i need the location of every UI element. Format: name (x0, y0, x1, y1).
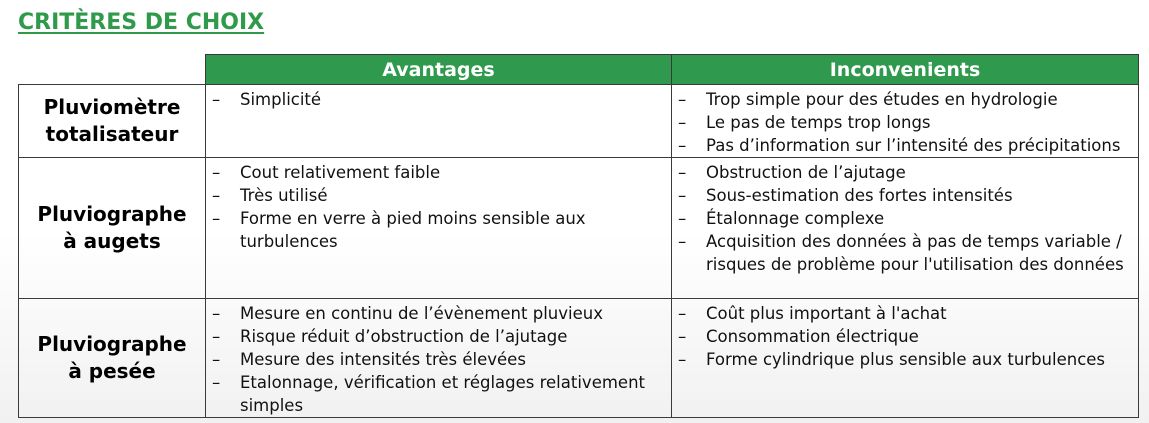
row-header (19, 158, 206, 299)
list-item: – Le pas de temps trop longs (678, 111, 1132, 134)
list-item: – Pas d’information sur l’intensité des précipitations (678, 134, 1132, 157)
row-header-line: Pluviomètre (43, 95, 181, 119)
table-row (19, 158, 1139, 299)
column-header-avantages: Avantages (206, 55, 672, 85)
list-item: – Coût plus important à l'achat (678, 302, 1132, 325)
table-row (19, 85, 1139, 158)
list-item: – Sous-estimation des fortes intensités (678, 184, 1132, 207)
row-header (19, 299, 206, 418)
list-item: – Très utilisé (212, 184, 665, 207)
list-item: – Cout relativement faible (212, 161, 665, 184)
row-header (19, 85, 206, 158)
avantages-cell (206, 299, 672, 418)
list-item: – Forme en verre à pied moins sensible aux turbulences (212, 207, 665, 253)
list-item: – Étalonnage complexe (678, 207, 1132, 230)
list-item: – Consommation électrique (678, 325, 1132, 348)
row-header-line: Pluviographe (37, 202, 187, 226)
row-header-line: à augets (63, 229, 161, 253)
corner-cell (19, 55, 206, 85)
inconvenients-cell (672, 158, 1139, 299)
column-header-inconvenients: Inconvenients (672, 55, 1139, 85)
header-row (19, 55, 1139, 85)
comparison-table (18, 54, 1139, 418)
row-header-line: à pesée (68, 359, 156, 383)
list-item: – Simplicité (212, 88, 665, 111)
list-item: – Obstruction de l’ajutage (678, 161, 1132, 184)
page-title: CRITÈRES DE CHOIX (18, 10, 265, 35)
row-header-line: Pluviographe (37, 332, 187, 356)
inconvenients-cell (672, 85, 1139, 158)
list-item: – Acquisition des données à pas de temps variable / risques de problème pour l'utilisation des données (678, 230, 1132, 276)
list-item: – Mesure en continu de l’évènement pluvieux (212, 302, 665, 325)
list-item: – Mesure des intensités très élevées (212, 348, 665, 371)
list-item: – Forme cylindrique plus sensible aux turbulences (678, 348, 1132, 371)
row-header-line: totalisateur (45, 122, 179, 146)
list-item: – Trop simple pour des études en hydrologie (678, 88, 1132, 111)
list-item: – Etalonnage, vérification et réglages relativement simples (212, 371, 665, 417)
inconvenients-cell (672, 299, 1139, 418)
avantages-cell (206, 158, 672, 299)
avantages-cell (206, 85, 672, 158)
list-item: – Risque réduit d’obstruction de l’ajutage (212, 325, 665, 348)
table-row (19, 299, 1139, 418)
